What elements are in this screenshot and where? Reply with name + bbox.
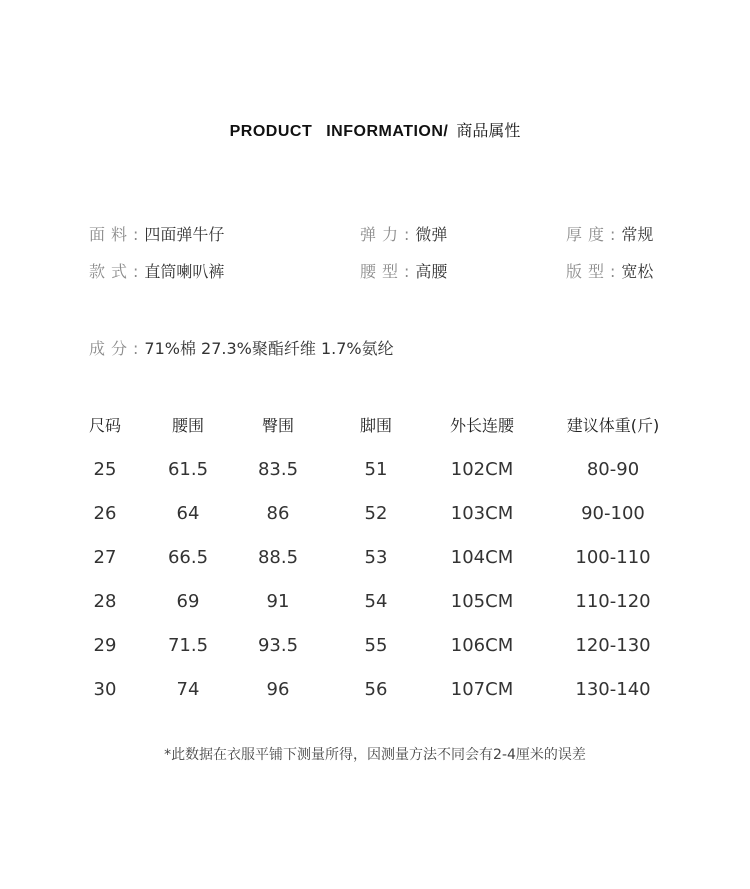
cell-waist: 69 [176,591,200,612]
cell-hip: 86 [266,503,290,524]
header-suggested-weight: 建议体重(斤) [566,416,660,435]
title-chinese: 商品属性 [456,121,521,140]
attr-stretch-label: 弹力 [360,225,405,244]
cell-suggested-weight: 100-110 [575,547,651,568]
cell-outseam-length: 102CM [450,459,514,480]
header-size: 尺码 [88,416,121,435]
attr-fit-value: 宽松 [621,262,654,281]
cell-hip: 93.5 [257,635,299,656]
attr-fabric-value: 四面弹牛仔 [144,225,225,244]
attr-thickness-colon: : [610,225,616,244]
attr-composition-label: 成分 [89,339,134,358]
attr-style-value: 直筒喇叭裤 [144,262,225,281]
cell-leg-opening: 53 [364,547,388,568]
title-english-product: PRODUCT [229,123,313,140]
table-row [60,492,700,536]
cell-leg-opening: 56 [364,679,388,700]
cell-size: 25 [93,459,117,480]
attr-waist-type-value: 高腰 [415,262,448,281]
attr-waist-type [360,259,447,282]
cell-hip: 88.5 [257,547,299,568]
cell-suggested-weight: 90-100 [581,503,645,524]
measurement-note: *此数据在衣服平铺下测量所得，因测量方法不同会有2-4厘米的误差 [164,747,586,763]
cell-suggested-weight: 130-140 [575,679,651,700]
cell-size: 30 [93,679,117,700]
attr-style [89,259,224,282]
cell-leg-opening: 52 [364,503,388,524]
attr-stretch [360,222,447,245]
size-table [60,404,700,712]
attr-stretch-value: 微弹 [415,225,448,244]
cell-size: 28 [93,591,117,612]
attr-style-colon: : [133,262,139,281]
cell-hip: 91 [266,591,290,612]
attr-fabric-colon: : [133,225,139,244]
cell-size: 27 [93,547,117,568]
attr-composition-colon: : [133,339,139,358]
attr-style-label: 款式 [89,262,134,281]
attr-fit [566,259,653,282]
attr-fabric-label: 面料 [89,225,134,244]
cell-outseam-length: 105CM [450,591,514,612]
attr-fit-colon: : [610,262,616,281]
attr-composition [89,336,394,359]
cell-waist: 66.5 [167,547,209,568]
cell-leg-opening: 51 [364,459,388,480]
header-outseam-length: 外长连腰 [449,416,514,435]
attr-thickness [566,222,653,245]
cell-suggested-weight: 120-130 [575,635,651,656]
table-row [60,624,700,668]
product-information-title [0,118,750,141]
cell-outseam-length: 107CM [450,679,514,700]
cell-leg-opening: 55 [364,635,388,656]
size-table-header [60,404,700,448]
cell-hip: 96 [266,679,290,700]
attr-composition-value: 71%棉 27.3%聚酯纤维 1.7%氨纶 [144,339,394,358]
cell-outseam-length: 104CM [450,547,514,568]
cell-suggested-weight: 110-120 [575,591,651,612]
title-english-information: INFORMATION/ [326,123,449,140]
cell-waist: 71.5 [167,635,209,656]
cell-waist: 64 [176,503,200,524]
cell-outseam-length: 103CM [450,503,514,524]
table-row [60,668,700,712]
attr-thickness-value: 常规 [621,225,654,244]
table-row [60,536,700,580]
attr-thickness-label: 厚度 [566,225,611,244]
attr-fabric [89,222,224,245]
cell-hip: 83.5 [257,459,299,480]
attr-stretch-colon: : [404,225,410,244]
header-hip: 臀围 [261,416,294,435]
attr-waist-type-label: 腰型 [360,262,405,281]
attr-fit-label: 版型 [566,262,611,281]
cell-waist: 61.5 [167,459,209,480]
cell-leg-opening: 54 [364,591,388,612]
cell-size: 29 [93,635,117,656]
cell-size: 26 [93,503,117,524]
table-row [60,448,700,492]
header-leg-opening: 脚围 [359,416,392,435]
cell-suggested-weight: 80-90 [586,459,640,480]
cell-waist: 74 [176,679,200,700]
header-waist: 腰围 [171,416,204,435]
attr-waist-type-colon: : [404,262,410,281]
table-row [60,580,700,624]
cell-outseam-length: 106CM [450,635,514,656]
